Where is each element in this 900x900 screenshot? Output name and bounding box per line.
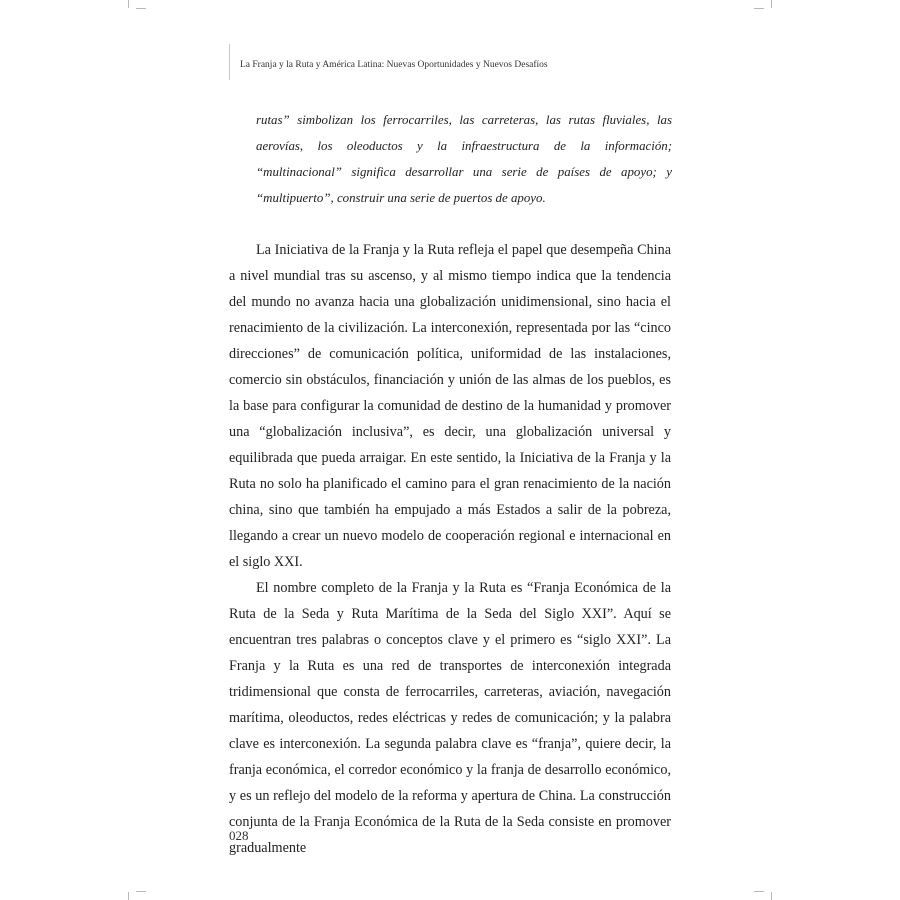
- body-text: [229, 237, 671, 861]
- crop-mark-bottom-right-vertical: [771, 892, 772, 900]
- header-rule: [229, 44, 230, 80]
- block-quote: rutas” simbolizan los ferrocarriles, las carreteras, las rutas fluviales, las aerovías, los oleoductos y la infraestructura de la información; “multinacional” significa desarrollar una serie de países de apoyo; y “multipuerto”, construir una serie de puertos de apoyo.: [256, 113, 672, 205]
- running-header: La Franja y la Ruta y América Latina: Nuevas Oportunidades y Nuevos Desafíos: [240, 60, 548, 70]
- crop-mark-top-left-vertical: [128, 0, 129, 8]
- paragraph-2: El nombre completo de la Franja y la Ruta es “Franja Económica de la Ruta de la Seda y Ruta Marítima de la Seda del Siglo XXI”. Aquí se encuentran tres palabras o conceptos clave y el primero es “siglo XXI”. La Franja y la Ruta es una red de transportes de interconexión integrada tridimensional que consta de ferrocarriles, carreteras, aviación, navegación marítima, oleoductos, redes eléctricas y redes de comunicación; y la palabra clave es interconexión. La segunda palabra clave es “franja”, quiere decir, la franja económica, el corredor económico y la franja de desarrollo económico, y es un reflejo del modelo de la reforma y apertura de China. La construcción conjunta de la Franja Económica de la Ruta de la Seda consiste en promover gradualmente: [229, 580, 671, 856]
- crop-mark-bottom-left-vertical: [128, 892, 129, 900]
- crop-mark-top-left-horizontal: [136, 8, 146, 9]
- crop-mark-bottom-right-horizontal: [754, 891, 764, 892]
- paragraph-1: La Iniciativa de la Franja y la Ruta refleja el papel que desempeña China a nivel mundial tras su ascenso, y al mismo tiempo indica que la tendencia del mundo no avanza hacia una globalización unidimensional, sino hacia el renacimiento de la civilización. La interconexión, representada por las “cinco direcciones” de comunicación política, uniformidad de las instalaciones, comercio sin obstáculos, financiación y unión de las almas de los pueblos, es la base para configurar la comunidad de destino de la humanidad y promover una “globalización inclusiva”, es decir, una globalización universal y equilibrada que pueda arraigar. En este sentido, la Iniciativa de la Franja y la Ruta no solo ha planificado el camino para el gran renacimiento de la nación china, sino que también ha empujado a más Estados a salir de la pobreza, llegando a crear un nuevo modelo de cooperación regional e internacional en el siglo XXI.: [229, 242, 671, 570]
- crop-mark-top-right-horizontal: [754, 8, 764, 9]
- page-number: 028: [229, 828, 249, 843]
- crop-mark-bottom-left-horizontal: [136, 891, 146, 892]
- crop-mark-top-right-vertical: [771, 0, 772, 8]
